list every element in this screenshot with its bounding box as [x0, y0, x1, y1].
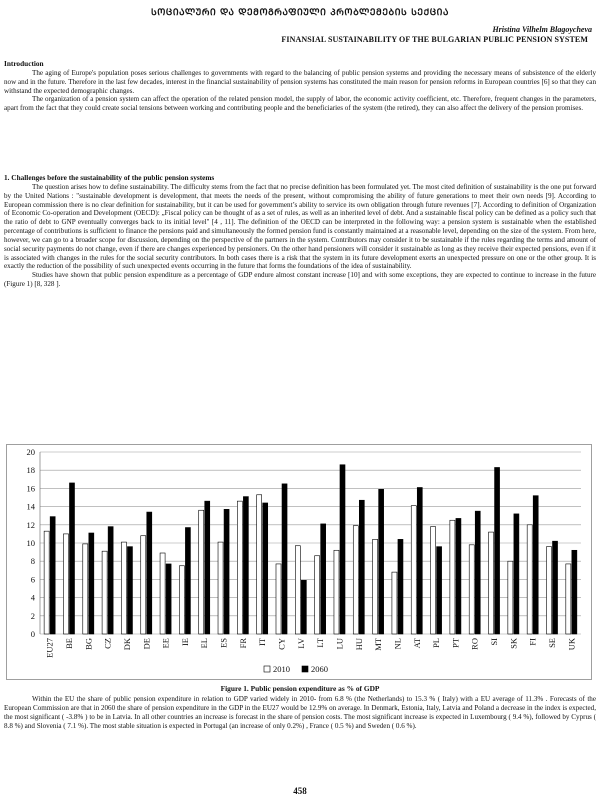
y-tick-label: 16: [26, 483, 35, 494]
bar-2010-FI: [527, 525, 532, 634]
y-tick-label: 14: [26, 501, 35, 512]
x-tick-label: SI: [489, 638, 500, 646]
bar-2060-DK: [127, 547, 132, 634]
x-tick-label: UK: [566, 638, 577, 651]
bar-chart-svg: [6, 444, 592, 680]
bar-2010-NL: [392, 572, 397, 634]
x-tick-label: EL: [199, 638, 210, 649]
legend-label: 2010: [273, 664, 290, 674]
introduction-section: [4, 60, 596, 113]
section-1-paragraph-2: Studies have shown that public pension expenditure as a percentage of GDP endure almost constant increase [10] and with some exceptions, they are expected to continue to increase in the future (Figure 1) [8, 328 ].: [4, 271, 596, 289]
bar-2060-IE: [185, 528, 190, 634]
bar-2010-EU27: [44, 531, 49, 634]
bar-2010-SK: [508, 561, 513, 634]
x-tick-label: AT: [411, 638, 422, 649]
bar-2060-RO: [475, 511, 480, 634]
paper-title: FINANSIAL SUSTAINABILITY OF THE BULGARIAN PUBLIC PENSION SYSTEM: [281, 35, 588, 44]
bar-2010-LU: [334, 550, 339, 634]
bar-2010-DK: [121, 542, 126, 634]
y-tick-label: 20: [26, 447, 35, 457]
x-tick-label: EE: [160, 638, 171, 649]
bar-2010-CY: [276, 564, 281, 634]
y-tick-label: 2: [30, 610, 35, 621]
running-head: ᲡᲝᲪᲘᲐᲚᲣᲠᲘ ᲓᲐ ᲓᲔᲛᲝᲒᲠᲐᲤᲘᲣᲚᲘ ᲞᲠᲝᲑᲚᲔᲛᲔᲑᲘᲡ ᲡᲔᲥᲪᲘᲐ: [150, 8, 450, 18]
bar-2060-PT: [456, 518, 461, 634]
bar-2010-BG: [83, 544, 88, 634]
bar-2060-SE: [553, 541, 558, 634]
bar-2060-LU: [340, 465, 345, 634]
legend-swatch-2060: [302, 666, 308, 672]
bar-2060-BG: [89, 533, 94, 634]
x-tick-label: NL: [392, 638, 403, 650]
bar-2060-CZ: [108, 527, 113, 634]
post-figure-paragraph: Within the EU the share of public pension expenditure in relation to GDP varied widely in 2010- from 6.8 % (the Netherlands) to 15.3 % ( Italy) with a EU average of 11.3% . Forecasts of the European Commission are that in 2060 the share of pension expenditure in the GDP in the EU27 would be 12.9% on average. In Denmark, Estonia, Italy, Latvia and Poland a decrease in the index is expected, the most significant ( -3.8% ) to be in Latvia. In all other countries an increase is forecast in the share of pension costs. The most significant increase is expected in Luxembourg ( 9.4 %), followed by Cyprus ( 8.8 %) and Slovenia ( 7.1 %). The most stable situation is expected in Portugal (an increase of only 0.2%) , France ( 0.5 %) and Sweden ( 0.6 %).: [4, 695, 596, 730]
x-tick-label: BG: [83, 638, 94, 650]
figure-caption: Figure 1. Public pension expenditure as % of GDP: [220, 684, 380, 693]
legend-swatch-2010: [264, 666, 270, 672]
bar-2060-IT: [263, 503, 268, 634]
figure-1-chart: [6, 444, 592, 680]
y-tick-label: 8: [30, 556, 35, 567]
bar-2010-ES: [218, 542, 223, 634]
bar-2010-DE: [141, 536, 146, 634]
x-tick-label: DK: [121, 638, 132, 651]
bar-2060-EL: [205, 501, 210, 634]
bar-2060-EU27: [50, 517, 55, 634]
x-tick-label: HU: [353, 638, 364, 651]
x-tick-label: LT: [315, 638, 326, 648]
bar-2010-PT: [450, 520, 455, 634]
x-tick-label: MT: [373, 638, 384, 651]
y-tick-label: 4: [30, 592, 35, 603]
bar-2060-HU: [359, 500, 364, 634]
y-tick-label: 12: [26, 519, 35, 530]
legend-label: 2060: [311, 664, 328, 674]
bar-2060-SK: [514, 514, 519, 634]
x-tick-label: FI: [527, 638, 538, 646]
y-tick-label: 0: [30, 629, 35, 639]
bar-2010-CZ: [102, 551, 107, 634]
y-tick-label: 18: [26, 465, 35, 476]
bar-2060-UK: [572, 550, 577, 634]
x-tick-label: CZ: [102, 638, 113, 649]
x-tick-label: RO: [469, 638, 480, 650]
bar-2060-NL: [398, 539, 403, 634]
bar-2060-EE: [166, 564, 171, 634]
x-tick-label: LU: [334, 638, 345, 650]
bar-2060-LV: [301, 580, 306, 634]
page-number: 458: [293, 786, 307, 796]
bar-2060-CY: [282, 484, 287, 634]
section-1-heading: 1. Challenges before the sustainability of the public pension systems: [4, 173, 215, 182]
x-tick-label: PL: [431, 638, 442, 648]
y-tick-label: 6: [30, 574, 35, 585]
bar-2060-AT: [417, 487, 422, 634]
bar-2010-LV: [295, 546, 300, 634]
bar-2060-LT: [321, 524, 326, 634]
bar-2060-FI: [533, 496, 538, 634]
bar-2010-IE: [179, 566, 184, 634]
bar-2060-DE: [147, 512, 152, 634]
x-tick-label: EU27: [44, 638, 55, 658]
bar-2010-MT: [373, 539, 378, 634]
x-tick-label: CY: [276, 638, 287, 650]
bar-2010-LT: [315, 556, 320, 634]
bar-2060-FR: [243, 497, 248, 634]
x-tick-label: BE: [63, 638, 74, 649]
x-tick-label: ES: [218, 638, 229, 648]
bar-2010-FR: [237, 501, 242, 634]
y-tick-label: 10: [26, 538, 35, 548]
bar-2010-IT: [257, 495, 262, 634]
x-tick-label: SE: [547, 638, 558, 648]
bar-2010-BE: [63, 534, 68, 634]
author-name: Hristina Vilhelm Blagoycheva: [492, 25, 592, 34]
section-1-paragraph-1: The question arises how to define sustainability. The difficulty stems from the fact that no precise definition has been formulated yet. The most cited definition of sustainability is the one put forward by the United Nations : "sustainable development is development, that meets the needs of the present, without compromising the ability of future generations to meet their own needs [9]. According to European commission there is no clear definition for sustainability, but it can be used for government’s ability to service its own obligation through future revenues [7]. According to definition of Organization of Economic Co-operation and Development (OECD): „Fiscal policy can be thought of as a set of rules, as well as an inherited level of debt. And a sustainable fiscal policy can be defined as a policy such that the ratio of debt to GNP eventually converges back to its initial level" [4 , 11]. The definition of the OECD can be interpreted in the following way: a pension system is sustainable when the established percentage of contributions is sufficient to finance the pensions paid and simultaneously the formed pension fund is constantly maintained at a reasonable level, depending on the size of the system. From here, however, we can go to a broader scope for discussion, depending on the perspective of the partners in the system. Contributors may consider it to be sustainable if the rules regarding the terms and amount of social security payments do not change, even if there are changes experienced by pensioners. On the other hand pensioners will consider it sustainable as long as they receive their expected pensions, even if it is associated with changes in the rules for the social security contributors. In both cases there is a risk that the system in its future development exerts an unexpected pressure on one or the other group. It is exactly the reduction of the possibility of such unexpected events occurring in the future that forms the foundations of the idea of sustainability.: [4, 182, 596, 271]
bar-2060-BE: [69, 483, 74, 634]
section-1: [4, 174, 596, 289]
introduction-heading: Introduction: [4, 59, 44, 68]
x-tick-label: SK: [508, 638, 519, 649]
bar-2010-EE: [160, 553, 165, 634]
x-tick-label: PT: [450, 638, 461, 648]
bar-2010-RO: [469, 545, 474, 634]
introduction-paragraph-1: The aging of Europe's population poses serious challenges to governments with regard to the balancing of public pension systems and providing the necessary means of subsistence of the elderly now and in the future. Therefore in the last few decades, interest in the financial sustainability of pension systems has constituted the main reason for pension reforms in European countries [6] so that they can withstand the expected demographic changes.: [4, 68, 596, 95]
bar-2010-EL: [199, 510, 204, 634]
x-tick-label: DE: [141, 638, 152, 650]
x-tick-label: LV: [295, 638, 306, 649]
bar-2010-UK: [566, 564, 571, 634]
bar-2060-ES: [224, 509, 229, 634]
x-tick-label: IT: [257, 638, 268, 647]
bar-2060-PL: [437, 547, 442, 634]
bar-2010-PL: [431, 527, 436, 634]
x-tick-label: IE: [179, 638, 190, 647]
bar-2010-SI: [489, 532, 494, 634]
post-figure-section: [4, 695, 596, 730]
bar-2010-HU: [353, 526, 358, 634]
bar-2060-MT: [379, 489, 384, 634]
bar-2010-SE: [546, 547, 551, 634]
bar-2010-AT: [411, 506, 416, 634]
introduction-paragraph-2: The organization of a pension system can affect the operation of the related pension model, the supply of labor, the economic activity coefficient, etc. Therefore, frequent changes in the parameters, apart from the fact that they could create social tensions between working and contributing people and the beneficiaries of the system (the retired), they can also affect the delivery of the pension promises.: [4, 95, 596, 113]
x-tick-label: FR: [237, 638, 248, 649]
bar-2060-SI: [495, 467, 500, 634]
